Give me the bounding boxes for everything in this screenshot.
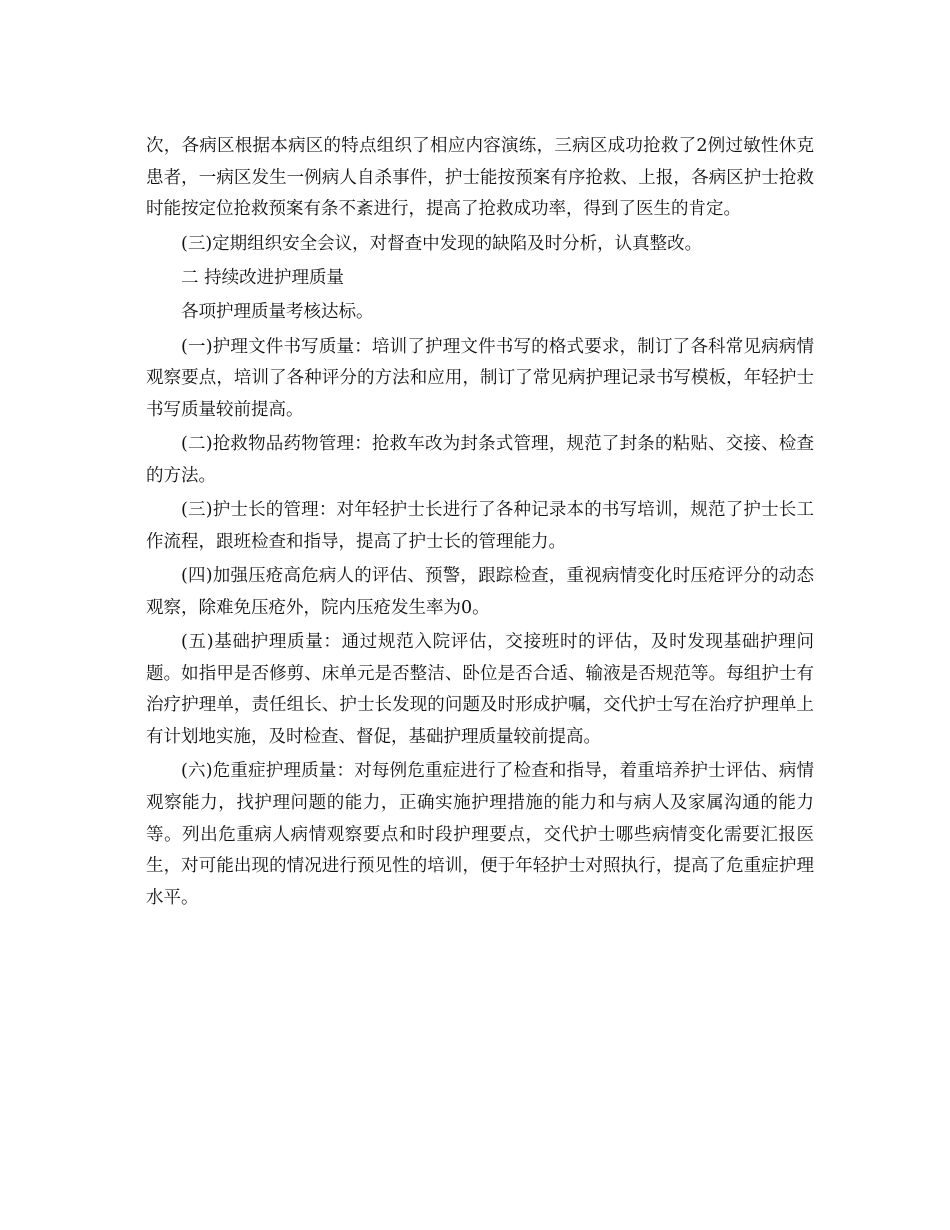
paragraph-item-4-pressure-ulcer: (四)加强压疮高危病人的评估、预警，跟踪检查，重视病情变化时压疮评分的动态观察，除难免压疮外，院内压疮发生率为0。	[146, 566, 814, 618]
paragraph-safety-meeting: (三)定期组织安全会议，对督查中发现的缺陷及时分析，认真整改。	[181, 233, 703, 254]
paragraph-item-2-rescue-supplies: (二)抢救物品药物管理：抢救车改为封条式管理，规范了封条的粘贴、交接、检查的方法。	[146, 434, 814, 486]
paragraph-item-5-basic-care: (五)基础护理质量：通过规范入院评估，交接班时的评估，及时发现基础护理问题。如指甲是否修剪、床单元是否整洁、卧位是否合适、输液是否规范等。每组护士有治疗护理单，责任组长、护士长发现的问题及时形成护嘱，交代护士写在治疗护理单上有计划地实施，及时检查、督促，基础护理质量较前提高。	[146, 632, 814, 748]
document-page	[146, 131, 814, 917]
section-heading-quality-improvement: 二 持续改进护理质量	[181, 267, 345, 288]
paragraph-item-1-documentation: (一)护理文件书写质量：培训了护理文件书写的格式要求，制订了各科常见病病情观察要点，培训了各种评分的方法和应用，制订了常见病护理记录书写模板，年轻护士书写质量较前提高。	[146, 336, 814, 420]
paragraph-item-3-head-nurse: (三)护士长的管理：对年轻护士长进行了各种记录本的书写培训，规范了护士长工作流程，跟班检查和指导，提高了护士长的管理能力。	[146, 500, 814, 552]
paragraph-continuation: 次，各病区根据本病区的特点组织了相应内容演练，三病区成功抢救了2例过敏性休克患者，一病区发生一例病人自杀事件，护士能按预案有序抢救、上报，各病区护士抢救时能按定位抢救预案有条不紊进行，提高了抢救成功率，得到了医生的肯定。	[146, 136, 814, 220]
paragraph-standards: 各项护理质量考核达标。	[181, 302, 374, 323]
paragraph-item-6-critical-care: (六)危重症护理质量：对每例危重症进行了检查和指导，着重培养护士评估、病情观察能力，找护理问题的能力，正确实施护理措施的能力和与病人及家属沟通的能力等。列出危重病人病情观察要点和时段护理要点，交代护士哪些病情变化需要汇报医生，对可能出现的情况进行预见性的培训，便于年轻护士对照执行，提高了危重症护理水平。	[146, 761, 814, 908]
